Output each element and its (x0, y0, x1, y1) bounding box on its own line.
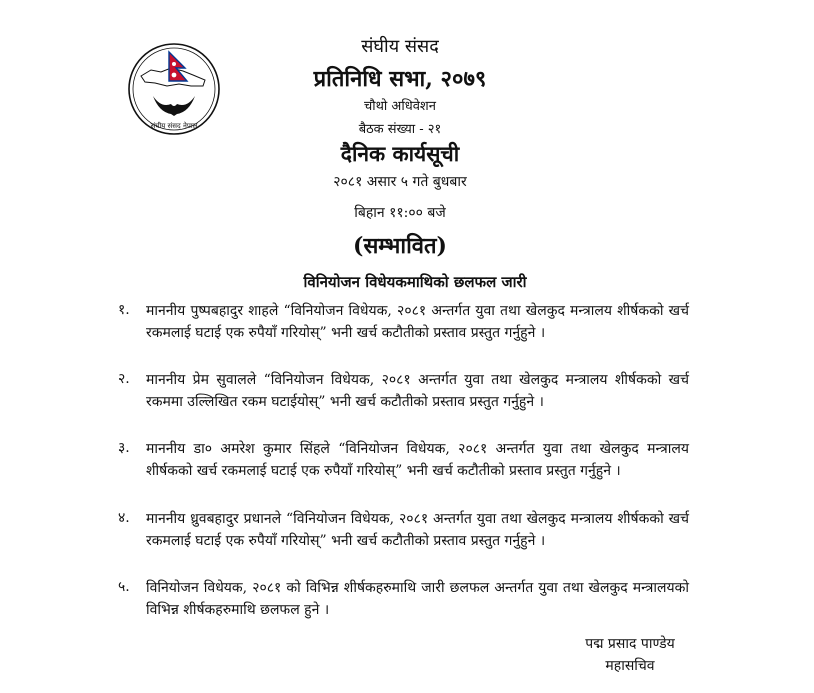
meeting-date: २०८१ असार ५ गते बुधबार (333, 174, 467, 190)
house-title: प्रतिनिधि सभा, २०७९ (313, 66, 487, 92)
parliament-name: संघीय संसद (361, 36, 439, 57)
item-text: विनियोजन विधेयक, २०८१ को विभिन्न शीर्षकहरुमाथि जारी छलफल अन्तर्गत युवा तथा खेलकुद मन्त्रालयको विभिन्न शीर्षकहरुमाथि छलफल हुने । (146, 580, 689, 618)
tentative-label: (सम्भावित) (353, 233, 447, 259)
item-number: १. (118, 302, 130, 318)
item-text: माननीय ध्रुवबहादुर प्रधानले “विनियोजन विधेयक, २०८१ अन्तर्गत युवा तथा खेलकुद मन्त्रालय शीर्षकको खर्च रकमलाई घटाई एक रुपैयाँ गरियोस्” भनी खर्च कटौतीको प्रस्ताव प्रस्तुत गर्नुहुने । (146, 511, 689, 549)
session-label: चौथो अधिवेशन (363, 99, 436, 114)
item-number: ३. (118, 440, 130, 456)
item-text: माननीय डा० अमरेश कुमार सिंहले “विनियोजन विधेयक, २०८१ अन्तर्गत युवा तथा खेलकुद मन्त्रालय शीर्षकको खर्च रकमलाई घटाई एक रुपैयाँ गरियोस्” भनी खर्च कटौतीको प्रस्ताव प्रस्तुत गर्नुहुने । (146, 441, 689, 479)
item-text: माननीय प्रेम सुवालले “विनियोजन विधेयक, २०८१ अन्तर्गत युवा तथा खेलकुद मन्त्रालय शीर्षकको खर्च रकममा उल्लिखित रकम घटाईयोस्” भनी खर्च कटौतीको प्रस्ताव प्रस्तुत गर्नुहुने । (146, 372, 689, 410)
parliament-emblem-logo (127, 42, 221, 136)
agenda-title: दैनिक कार्यसूची (340, 141, 460, 166)
item-number: ४. (118, 510, 130, 526)
item-number: ५. (118, 579, 130, 595)
item-number: २. (118, 371, 130, 387)
sitting-number: बैठक संख्या - २१ (358, 122, 442, 137)
hands-icon (153, 96, 195, 116)
section-heading: विनियोजन विधेयकमाथिको छलफल जारी (303, 273, 527, 291)
meeting-time: बिहान ११:०० बजे (354, 205, 446, 221)
logo-caption: संघीय संसद नेपाल (150, 122, 198, 130)
nepal-flag-icon (169, 52, 187, 81)
signatory-title: महासचिव (605, 658, 655, 674)
signatory-name: पद्म प्रसाद पाण्डेय (585, 636, 675, 652)
item-text: माननीय पुष्पबहादुर शाहले “विनियोजन विधेयक, २०८१ अन्तर्गत युवा तथा खेलकुद मन्त्रालय शीर्षकको खर्च रकमलाई घटाई एक रुपैयाँ गरियोस्” भनी खर्च कटौतीको प्रस्ताव प्रस्तुत गर्नुहुने । (146, 303, 689, 341)
